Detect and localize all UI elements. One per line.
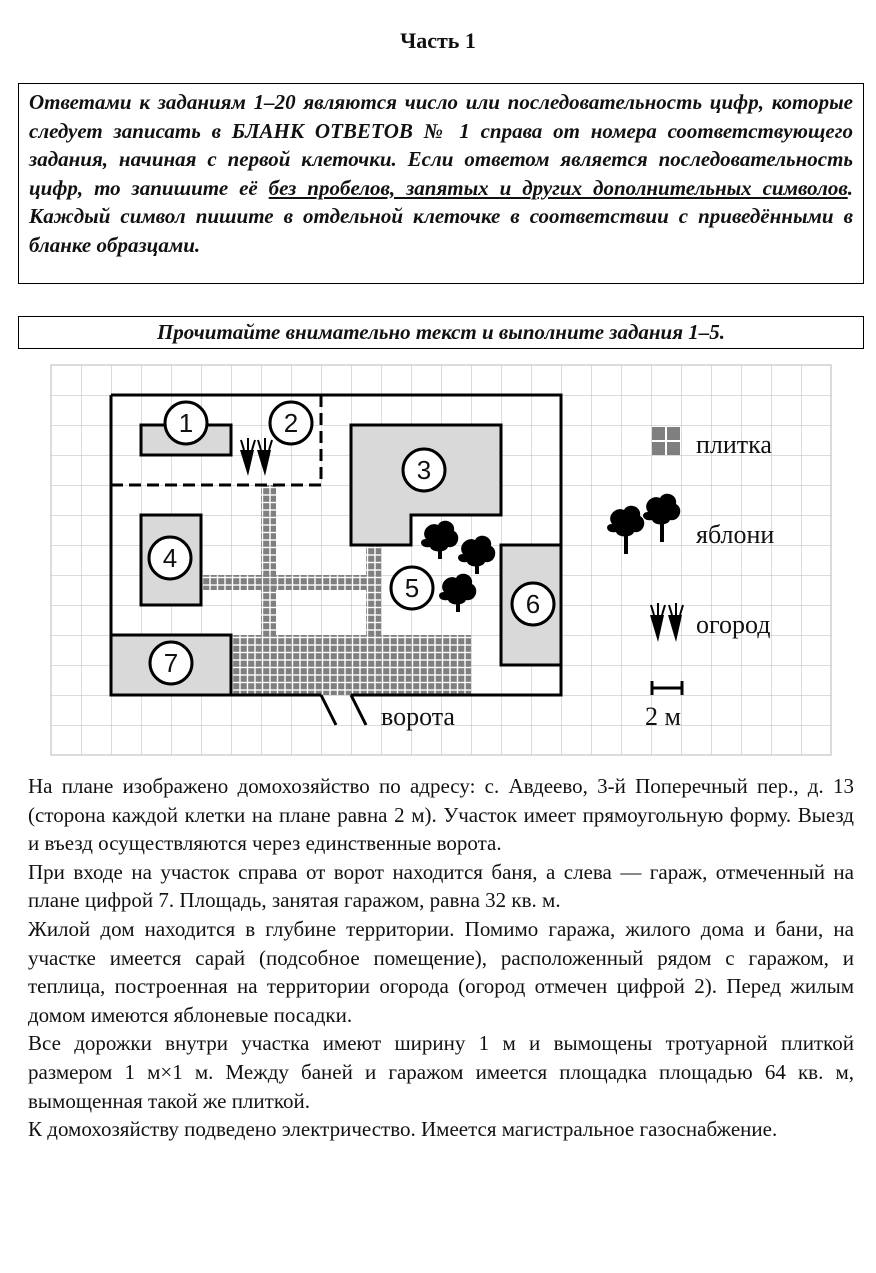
- site-plan: [0, 360, 876, 760]
- object-number-6: [512, 583, 554, 625]
- object-number-2: [270, 402, 312, 444]
- tile-path-horizontal: [201, 575, 366, 590]
- svg-text:3: 3: [416, 455, 432, 485]
- description-text: [28, 772, 854, 1144]
- part-title: Часть 1: [400, 28, 476, 53]
- object-number-5: [391, 567, 433, 609]
- svg-text:4: 4: [162, 543, 178, 573]
- instructions-underlined: без пробелов, запятых и других дополнительных символов: [268, 175, 848, 200]
- description-paragraph-1: На плане изображено домохозяйство по адресу: с. Авдеево, 3-й Поперечный пер., д. 13 (сторона каждой клетки на плане равна 2 м). Участок имеет прямоугольную форму. Выезд и въезд осуществляются через единственные ворота.: [28, 774, 854, 856]
- legend-apple-trees-label: яблони: [696, 520, 775, 549]
- object-number-3: [403, 449, 445, 491]
- instructions-text: [29, 88, 853, 259]
- tile-path-vertical-1: [261, 485, 276, 635]
- legend-tile-label: плитка: [696, 430, 772, 459]
- gate-label: ворота: [381, 702, 455, 731]
- object-number-7: [150, 642, 192, 684]
- description-paragraph-4: Все дорожки внутри участка имеют ширину 1 м и вымощены тротуарной плиткой размером 1 м×1 м. Между баней и гаражом имеется площадка площадью 64 кв. м, вымощенная такой же плиткой.: [28, 1031, 854, 1113]
- instructions-text-end: . Каждый символ пишите в отдельной клеточке в соответствии с приведёнными в бланке образцами.: [29, 175, 853, 257]
- object-number-1: [165, 402, 207, 444]
- tile-path-vertical-2: [366, 545, 381, 635]
- description-paragraph-2: При входе на участок справа от ворот находится баня, а слева — гараж, отмеченный на плане цифрой 7. Площадь, занятая гаражом, равна 32 кв. м.: [28, 859, 854, 913]
- description-paragraph-5: К домохозяйству подведено электричество. Имеется магистральное газоснабжение.: [28, 1117, 778, 1142]
- svg-text:2: 2: [283, 408, 299, 438]
- svg-text:6: 6: [525, 589, 541, 619]
- svg-text:1: 1: [178, 408, 194, 438]
- object-number-4: [149, 537, 191, 579]
- scale-label: 2 м: [645, 702, 681, 731]
- instructions-text-start: Ответами к заданиям 1–20 являются число или последовательность цифр, которые следует записать в БЛАНК ОТВЕТОВ № 1 справа от номера соответствующего задания, начиная с первой клеточки. Если ответом является последовательность цифр, то запишите её: [29, 90, 853, 200]
- task-header: Прочитайте внимательно текст и выполните задания 1–5.: [18, 316, 864, 349]
- legend-garden-label: огород: [696, 610, 771, 639]
- svg-text:7: 7: [163, 648, 179, 678]
- description-paragraph-3: Жилой дом находится в глубине территории. Помимо гаража, жилого дома и бани, на участке имеется сарай (подсобное помещение), расположенный рядом с гаражом, и теплица, построенная на территории огорода (огород отмечен цифрой 2). Перед жилым домом имеются яблоневые посадки.: [28, 916, 854, 1027]
- svg-text:5: 5: [404, 573, 420, 603]
- instructions-box: [18, 83, 864, 284]
- tile-area: [231, 635, 471, 695]
